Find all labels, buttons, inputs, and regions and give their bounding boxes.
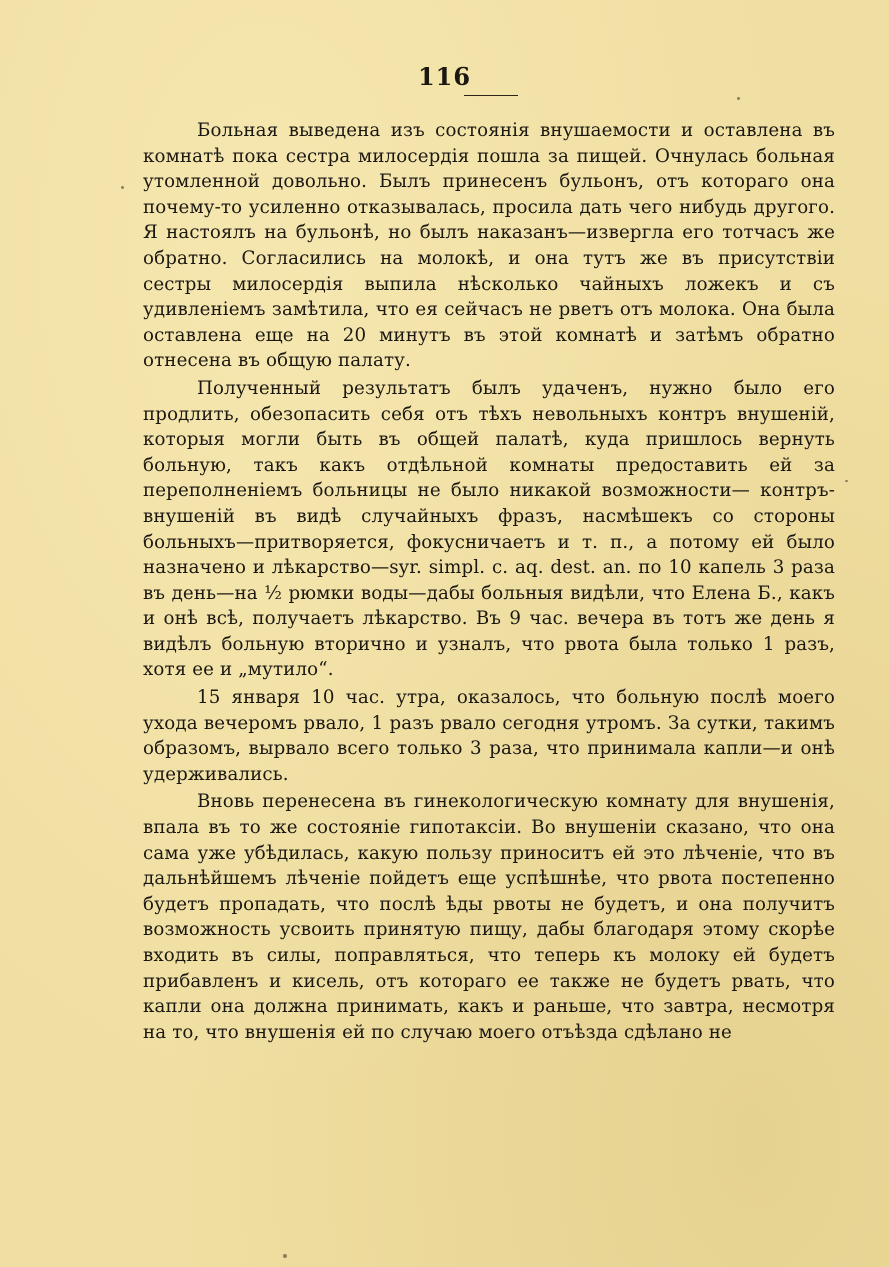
paragraph-2: Полученный результатъ былъ удаченъ, нужно было его продлить, обезопасить себя отъ тѣхъ невольныхъ контръ внушеній, которыя могли быть въ общей палатѣ, куда пришлось вернуть больную, такъ какъ отдѣльной комнаты предоставить ей за переполненіемъ больницы не было никакой возможности— контръ-внушеній въ видѣ случайныхъ фразъ, насмѣшекъ со стороны больныхъ—притворяется, фокусничаетъ и т. п., а потому ей было назначено и лѣкарство—syr. simpl. c. aq. dest. an. по 10 капель 3 раза въ день—на ½ рюмки воды—дабы больныя видѣли, что Елена Б., какъ и онѣ всѣ, получаетъ лѣкарство. Въ 9 час. вечера въ тотъ же день я видѣлъ больную вторично и узналъ, что рвота была только 1 разъ, хотя ее и „мутило“. — [143, 377, 835, 681]
paragraph-4: Вновь перенесена въ гинекологическую комнату для внушенія, впала въ то же состояніе гипотаксіи. Во внушеніи сказано, что она сама уже убѣдилась, какую пользу приноситъ ей это лѣченіе, что въ дальнѣйшемъ лѣченіе пойдетъ еще успѣшнѣе, что рвота постепенно будетъ пропадать, что послѣ ѣды рвоты не будетъ, и она получитъ возможность усвоить принятую пищу, дабы благодаря этому скорѣе входить въ силы, поправляться, что теперь къ молоку ей будетъ прибавленъ и кисель, отъ котораго ее также не будетъ рвать, что капли она должна принимать, какъ и раньше, что завтра, несмотря на то, что внушенія ей по случаю моего отъѣзда сдѣлано не — [143, 791, 835, 1043]
ink-speck — [737, 97, 740, 100]
ink-speck — [845, 480, 848, 482]
page-number-rule — [464, 95, 518, 96]
paragraph-1: Больная выведена изъ состоянія внушаемости и оставлена въ комнатѣ пока сестра милосердія пошла за пищей. Очнулась больная утомленной довольно. Былъ принесенъ бульонъ, отъ котораго она почему-то усиленно отказывалась, просила дать чего нибудь другого. Я настоялъ на бульонѣ, но былъ наказанъ—извергла его тотчасъ же обратно. Согласились на молокѣ, и она тутъ же въ присутствіи сестры милосердія выпила нѣсколько чайныхъ ложекъ и съ удивленіемъ замѣтила, что ея сейчасъ не рветъ отъ молока. Она была оставлена еще на 20 минутъ въ этой комнатѣ и затѣмъ обратно отнесена въ общую палату. — [143, 120, 835, 372]
paragraph-3: 15 января 10 час. утра, оказалось, что больную послѣ моего ухода вечеромъ рвало, 1 разъ рвало сегодня утромъ. За сутки, такимъ образомъ, вырвало всего только 3 раза, что принимала капли—и онѣ удерживались. — [143, 687, 835, 785]
ink-speck — [121, 186, 124, 189]
body-text — [143, 118, 835, 1047]
ink-speck — [283, 1254, 287, 1258]
page-number: 116 — [417, 62, 472, 91]
